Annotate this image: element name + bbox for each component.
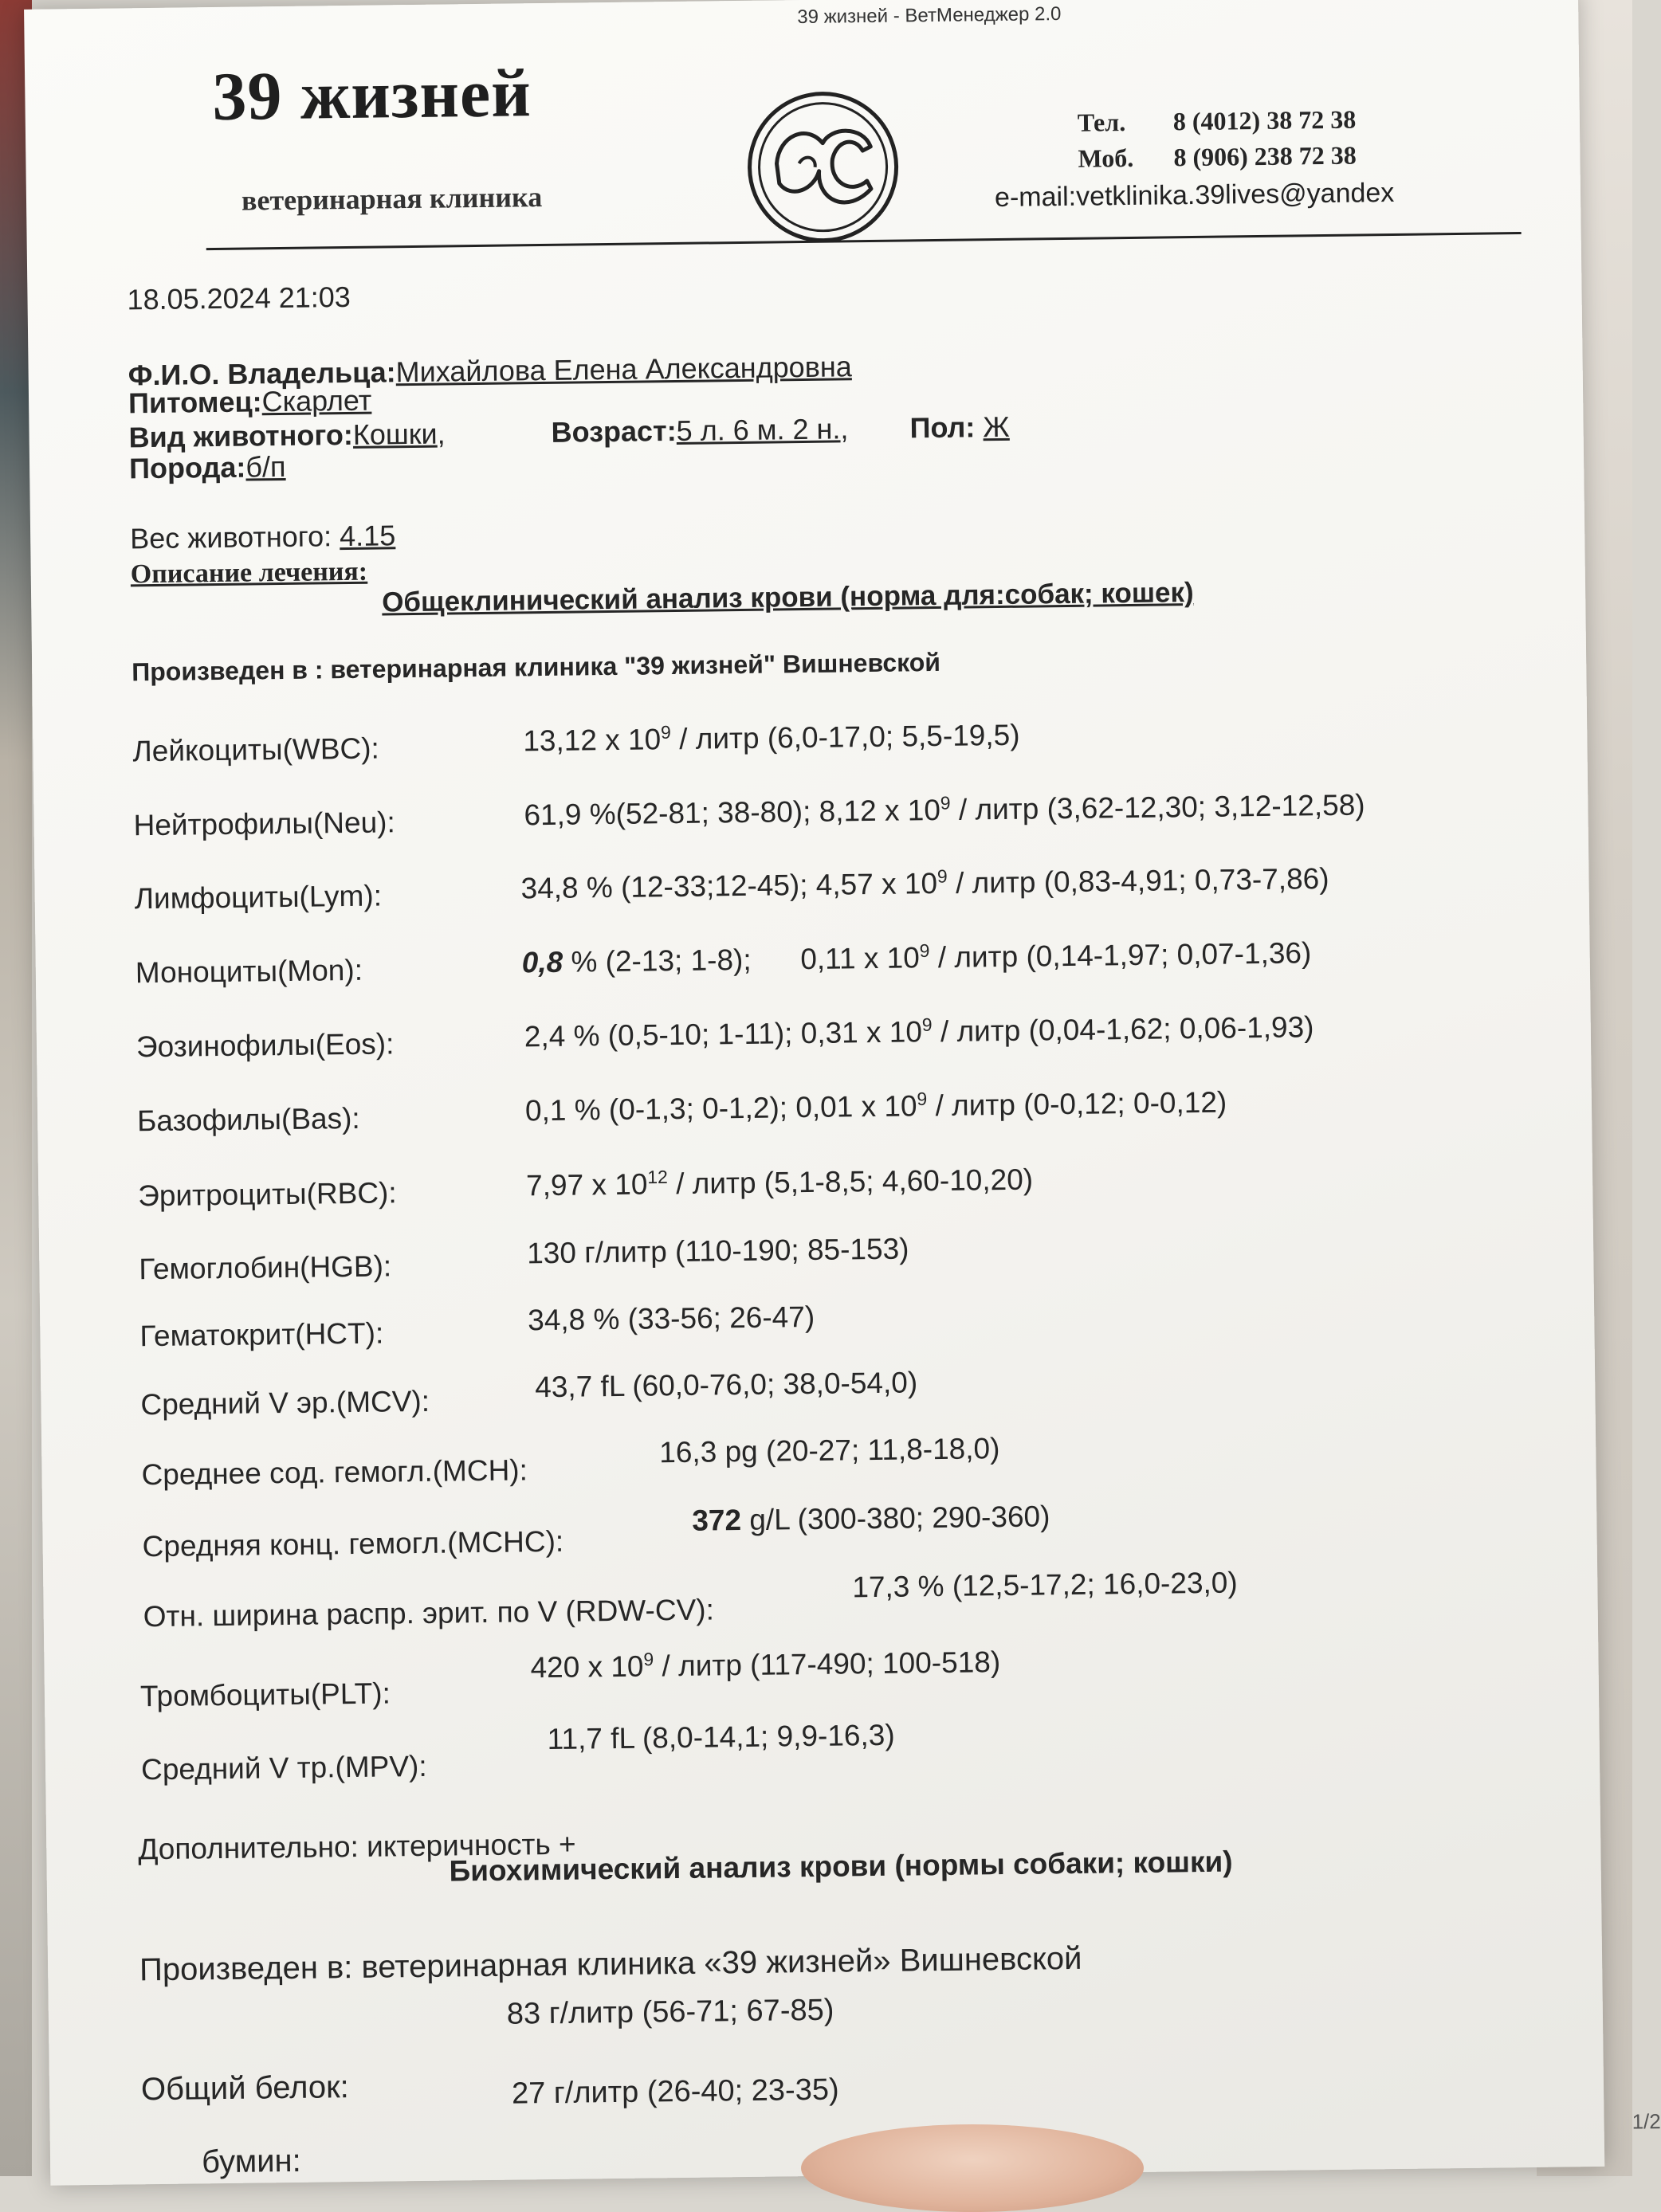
owner-label: Ф.И.О. Владельца: xyxy=(128,355,396,392)
row-label-mpv: Средний V тр.(MPV): xyxy=(140,1749,427,1786)
finger-holding-page xyxy=(801,2124,1144,2212)
weight-value: 4.15 xyxy=(339,519,396,553)
row-value-mon: 0,8 % (2-13; 1-8); 0,11 x $10^9$ / литр (0,14-1,97; 0,07-1,36) xyxy=(521,936,1312,979)
row-label-mchc: Средняя конц. гемогл.(MCHC): xyxy=(142,1524,564,1563)
mobile-label: Моб. xyxy=(1078,143,1134,173)
row-value-mch: 16,3 pg (20-27; 11,8-18,0) xyxy=(659,1432,1000,1469)
lab-report-page xyxy=(24,0,1661,2186)
cbc-produced: Произведен в : ветеринарная клиника "39 жизней" Вишневской xyxy=(132,647,941,687)
breed-line xyxy=(129,450,286,485)
cbc-title: Общеклинический анализ крови (норма для:собак; кошек) xyxy=(381,577,1194,618)
bio-title: Биохимический анализ крови (нормы собаки; кошки) xyxy=(449,1845,1233,1888)
row-value-hgb: 130 г/литр (110-190; 85-153) xyxy=(526,1232,909,1270)
pet-name: Скарлет xyxy=(261,383,372,418)
row-value-mpv: 11,7 fL (8,0-14,1; 9,9-16,3) xyxy=(547,1718,895,1756)
row-value-mcv: 43,7 fL (60,0-76,0; 38,0-54,0) xyxy=(534,1366,918,1404)
weight-label: Вес животного: xyxy=(129,520,332,555)
bio-row-label-total-protein: Общий белок: xyxy=(140,2069,349,2108)
phone-label: Тел. xyxy=(1077,108,1126,137)
print-header: 39 жизней - ВетМенеджер 2.0 xyxy=(797,3,1062,29)
row-label-lym: Лимфоциты(Lym): xyxy=(134,879,383,916)
row-label-hgb: Гемоглобин(HGB): xyxy=(139,1249,392,1286)
species-line: Вид животного:Кошки, xyxy=(128,417,446,454)
row-value-plt: 420 x $10^9$ / литр (117-490; 100-518) xyxy=(530,1645,1001,1684)
row-value-neu: 61,9 %(52-81; 38-80); 8,12 x $10^9$ / литр (3,62-12,30; 3,12-12,58) xyxy=(524,788,1365,832)
clinic-logo-icon xyxy=(742,86,903,247)
email: e-mail:vetklinika.39lives@yandex xyxy=(994,177,1395,214)
row-value-lym: 34,8 % (12-33;12-45); 4,57 x $10^9$ / литр (0,83-4,91; 0,73-7,86) xyxy=(520,861,1329,905)
pet-label: Питомец: xyxy=(128,385,262,420)
row-value-mchc: 372 g/L (300-380; 290-360) xyxy=(692,1500,1050,1537)
species-value: Кошки xyxy=(352,417,438,451)
sex-value: Ж xyxy=(983,410,1010,444)
age-label: Возраст: xyxy=(551,414,677,449)
mobile-value: 8 (906) 238 72 38 xyxy=(1173,140,1357,172)
pet-line xyxy=(128,384,372,421)
row-value-rdw: 17,3 % (12,5-17,2; 16,0-23,0) xyxy=(852,1566,1238,1604)
row-label-neu: Нейтрофилы(Neu): xyxy=(133,806,395,842)
bio-row-value-albumin: 27 г/литр (26-40; 23-35) xyxy=(511,2073,839,2111)
row-value-wbc: 13,12 x $10^9$ / литр (6,0-17,0; 5,5-19,5) xyxy=(523,718,1020,758)
bio-row-label-albumin: бумин: xyxy=(201,2143,301,2180)
treatment-label: Описание лечения: xyxy=(130,556,368,590)
row-value-eos: 2,4 % (0,5-10; 1-11); 0,31 x $10^9$ / литр (0,04-1,62; 0,06-1,93) xyxy=(524,1010,1314,1053)
row-label-hct: Гематокрит(HCT): xyxy=(139,1316,384,1353)
row-value-rbc: 7,97 x $10^{12}$ / литр (5,1-8,5; 4,60-10,20) xyxy=(525,1163,1034,1202)
row-value-bas: 0,1 % (0-1,3; 0-1,2); 0,01 x $10^9$ / литр (0-0,12; 0-0,12) xyxy=(524,1085,1227,1128)
breed-value: б/п xyxy=(245,449,286,484)
row-label-wbc: Лейкоциты(WBC): xyxy=(132,731,380,768)
page-number: 1/2 xyxy=(1632,2109,1661,2134)
row-value-hct: 34,8 % (33-56; 26-47) xyxy=(527,1300,815,1337)
cbc-additional: Дополнительно: иктеричность + xyxy=(138,1827,576,1866)
age-line: Возраст:5 л. 6 м. 2 н., xyxy=(551,412,849,449)
bio-produced: Произведен в: ветеринарная клиника «39 жизней» Вишневской xyxy=(139,1940,1082,1988)
row-label-bas: Базофилы(Bas): xyxy=(136,1101,360,1138)
clinic-subtitle: ветеринарная клиника xyxy=(241,180,543,217)
report-datetime: 18.05.2024 21:03 xyxy=(127,280,351,316)
species-label: Вид животного: xyxy=(128,418,354,454)
row-label-eos: Эозинофилы(Eos): xyxy=(135,1027,395,1064)
row-label-rbc: Эритроциты(RBC): xyxy=(138,1176,397,1213)
owner-name: Михайлова Елена Александровна xyxy=(395,350,852,389)
row-label-plt: Тромбоциты(PLT): xyxy=(139,1677,391,1713)
row-label-mch: Среднее сод. гемогл.(MCH): xyxy=(141,1453,528,1492)
clinic-name: 39 жизней xyxy=(211,54,532,135)
row-label-mon: Моноциты(Mon): xyxy=(135,953,363,990)
weight-line xyxy=(130,519,396,555)
sex-line xyxy=(909,410,1010,445)
bio-row-value-total-protein: 83 г/литр (56-71; 67-85) xyxy=(506,1993,834,2031)
breed-label: Порода: xyxy=(128,450,246,485)
row-label-rdw: Отн. ширина распр. эрит. по V (RDW-CV): xyxy=(143,1593,715,1634)
phone-value: 8 (4012) 38 72 38 xyxy=(1172,104,1357,136)
age-value: 5 л. 6 м. 2 н. xyxy=(676,412,841,447)
sex-label: Пол: xyxy=(909,410,976,445)
row-label-mcv: Средний V эр.(MCV): xyxy=(140,1384,430,1422)
